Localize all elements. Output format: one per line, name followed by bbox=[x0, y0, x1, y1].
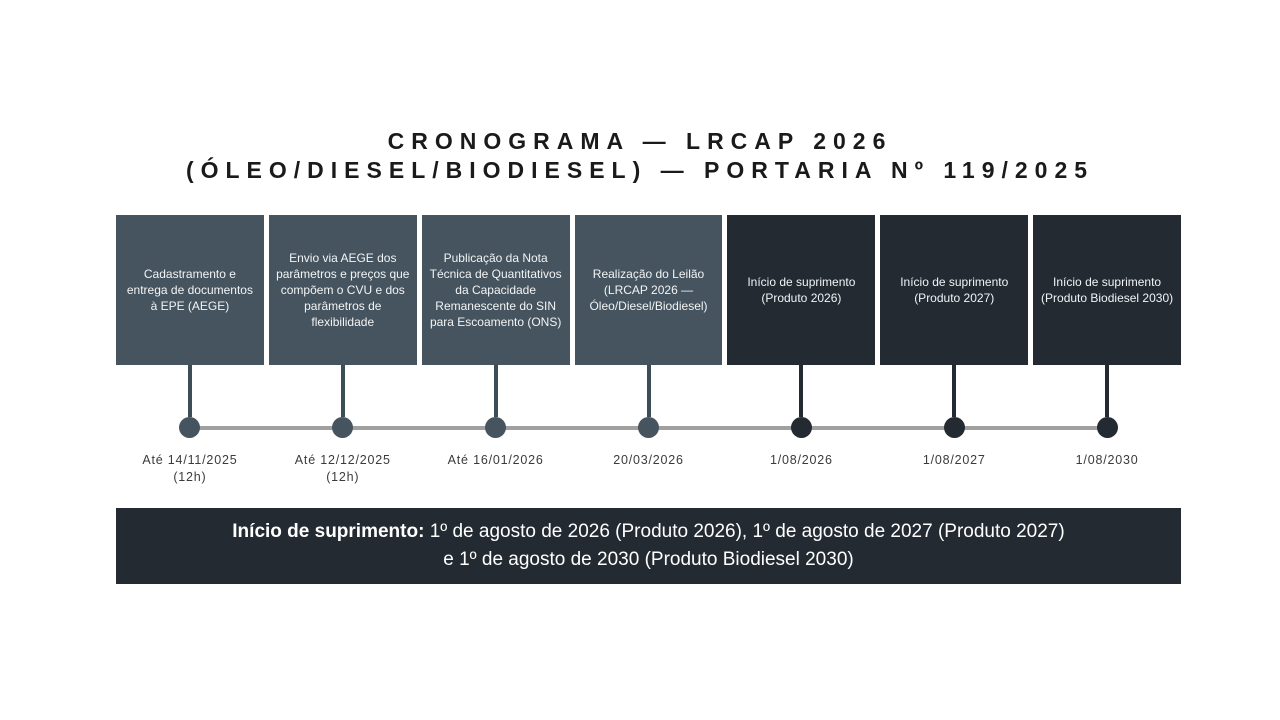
milestone-label: Realização do Leilão (LRCAP 2026 — Óleo/Diesel/Biodiesel) bbox=[589, 267, 708, 313]
milestone-label: Cadastramento e entrega de documentos à EPE (AEGE) bbox=[126, 267, 253, 313]
timeline-dot bbox=[1097, 417, 1118, 438]
timeline-dot bbox=[638, 417, 659, 438]
milestone-date: 1/08/2030 bbox=[1075, 453, 1139, 467]
milestone-card bbox=[727, 215, 875, 365]
supply-start-banner bbox=[116, 508, 1181, 584]
milestone-label: Início de suprimento (Produto Biodiesel 2030) bbox=[1041, 275, 1174, 305]
page-title-line1: CRONOGRAMA — LRCAP 2026 bbox=[387, 128, 893, 154]
timeline-dot bbox=[944, 417, 965, 438]
milestone-date: Até 14/11/2025 (12h) bbox=[142, 453, 238, 484]
milestone-card bbox=[880, 215, 1028, 365]
milestone-date: Até 12/12/2025 (12h) bbox=[294, 453, 391, 484]
milestone-column-6 bbox=[880, 215, 1028, 486]
milestone-card bbox=[269, 215, 417, 365]
milestone-columns bbox=[116, 215, 1181, 486]
supply-start-text bbox=[232, 518, 1064, 574]
milestone-column-5 bbox=[727, 215, 875, 486]
milestone-column-3 bbox=[422, 215, 570, 486]
page-title bbox=[0, 127, 1280, 185]
connector-line bbox=[647, 365, 651, 417]
milestone-card bbox=[422, 215, 570, 365]
milestone-column-2 bbox=[269, 215, 417, 486]
milestone-date: 1/08/2026 bbox=[769, 453, 833, 467]
timeline bbox=[116, 215, 1181, 486]
supply-start-line2: e 1º de agosto de 2030 (Produto Biodiesel 2030) bbox=[443, 549, 854, 570]
milestone-label: Início de suprimento (Produto 2026) bbox=[747, 275, 856, 305]
milestone-column-1 bbox=[116, 215, 264, 486]
connector-line bbox=[188, 365, 192, 417]
milestone-date: 20/03/2026 bbox=[613, 453, 684, 467]
connector-line bbox=[494, 365, 498, 417]
milestone-column-4 bbox=[575, 215, 723, 486]
milestone-card bbox=[1033, 215, 1181, 365]
supply-start-line1: 1º de agosto de 2026 (Produto 2026), 1º de agosto de 2027 (Produto 2027) bbox=[429, 521, 1065, 542]
timeline-dot bbox=[332, 417, 353, 438]
timeline-dot bbox=[179, 417, 200, 438]
supply-start-label: Início de suprimento: bbox=[232, 521, 425, 542]
timeline-dot bbox=[791, 417, 812, 438]
connector-line bbox=[1105, 365, 1109, 417]
page-title-line2: (ÓLEO/DIESEL/BIODIESEL) — PORTARIA Nº 119/2025 bbox=[185, 157, 1095, 183]
milestone-column-7 bbox=[1033, 215, 1181, 486]
milestone-card bbox=[575, 215, 723, 365]
milestone-label: Envio via AEGE dos parâmetros e preços que compõem o CVU e dos parâmetros de flexibilidade bbox=[276, 251, 410, 329]
milestone-date: Até 16/01/2026 bbox=[447, 453, 544, 467]
milestone-label: Início de suprimento (Produto 2027) bbox=[900, 275, 1009, 305]
connector-line bbox=[952, 365, 956, 417]
milestone-label: Publicação da Nota Técnica de Quantitativos da Capacidade Remanescente do SIN para Escoamento (ONS) bbox=[429, 251, 562, 329]
milestone-card bbox=[116, 215, 264, 365]
connector-line bbox=[341, 365, 345, 417]
milestone-date: 1/08/2027 bbox=[922, 453, 986, 467]
timeline-dot bbox=[485, 417, 506, 438]
connector-line bbox=[799, 365, 803, 417]
